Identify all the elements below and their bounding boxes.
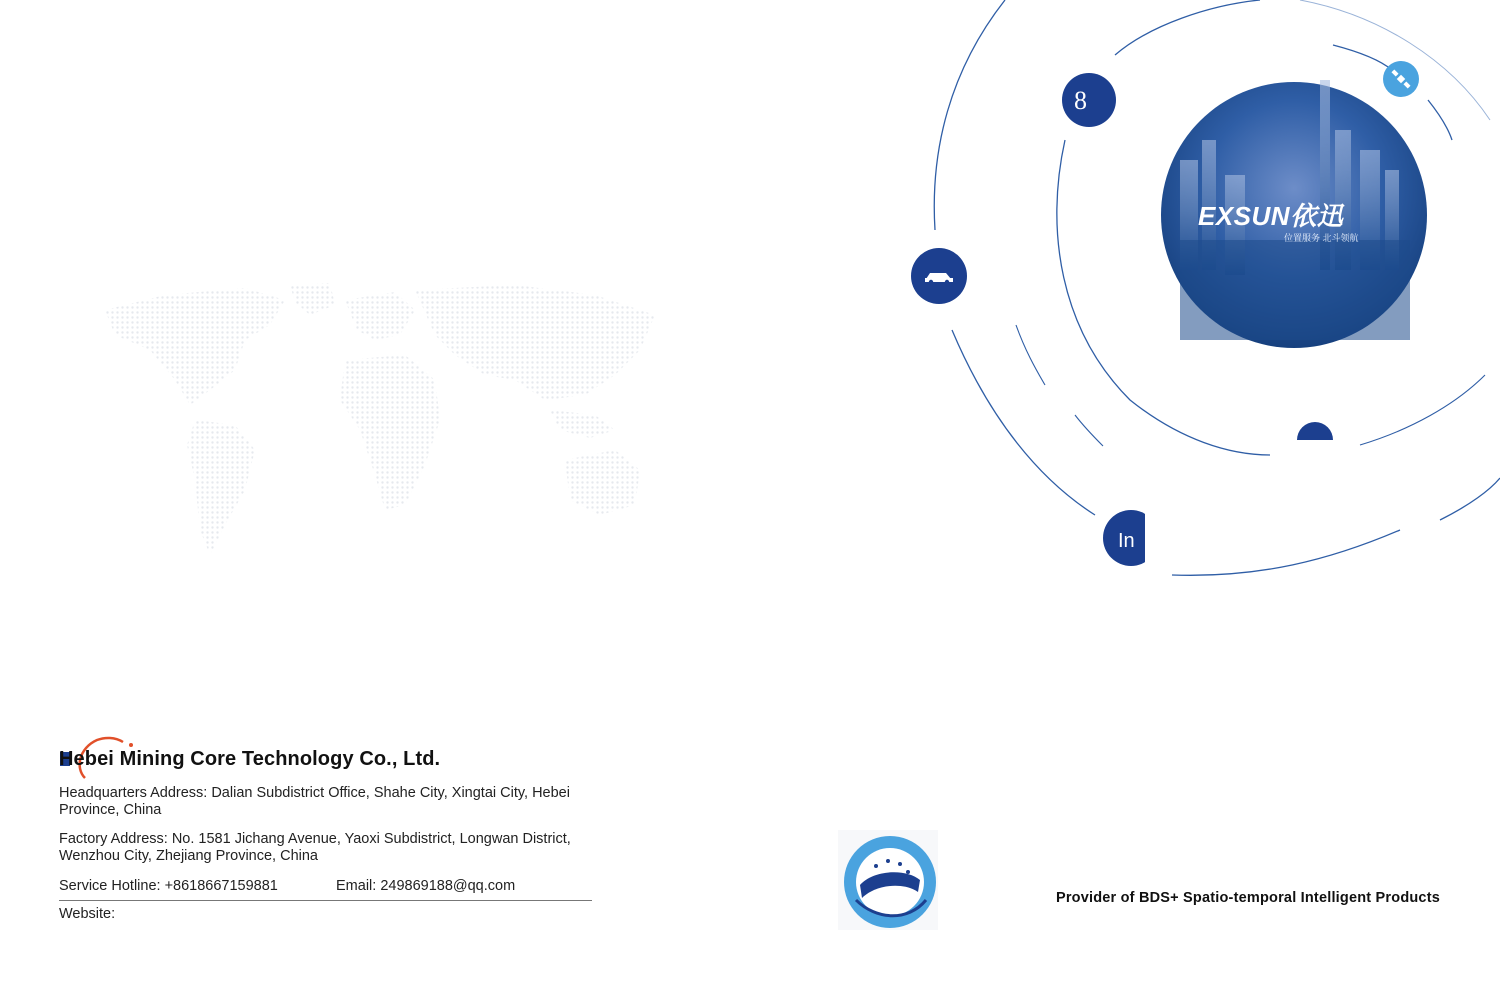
company-name: Hebei Mining Core Technology Co., Ltd. [59,748,441,770]
orbit-badge-8: 8 [1074,86,1087,115]
exsun-logo-sub: 位置服务 北斗领航 [1284,233,1359,243]
exsun-logo-text: EXSUN依迅 [1198,201,1344,231]
car-icon [922,266,956,286]
satellite-icon [1390,68,1412,90]
beidou-badge-icon [838,830,938,930]
tagline: Provider of BDS+ Spatio-temporal Intelligent Products [1055,890,1440,906]
service-hotline: Service Hotline: +8618667159881 [59,878,278,894]
exsun-logo [1198,196,1398,244]
world-map-graphic [95,280,685,570]
email: Email: 249869188@qq.com [336,878,516,894]
company-info [59,728,599,922]
factory-address: Factory Address: No. 1581 Jichang Avenue, Yaoxi Subdistrict, Longwan District, Wenzhou City, Zhejiang Province, China [59,831,571,864]
contact-row [59,878,592,901]
orbit-badge-in: In [1118,530,1135,552]
website: Website: [59,906,116,922]
hq-address: Headquarters Address: Dalian Subdistrict Office, Shahe City, Xingtai City, Hebei Province, China [59,785,570,818]
